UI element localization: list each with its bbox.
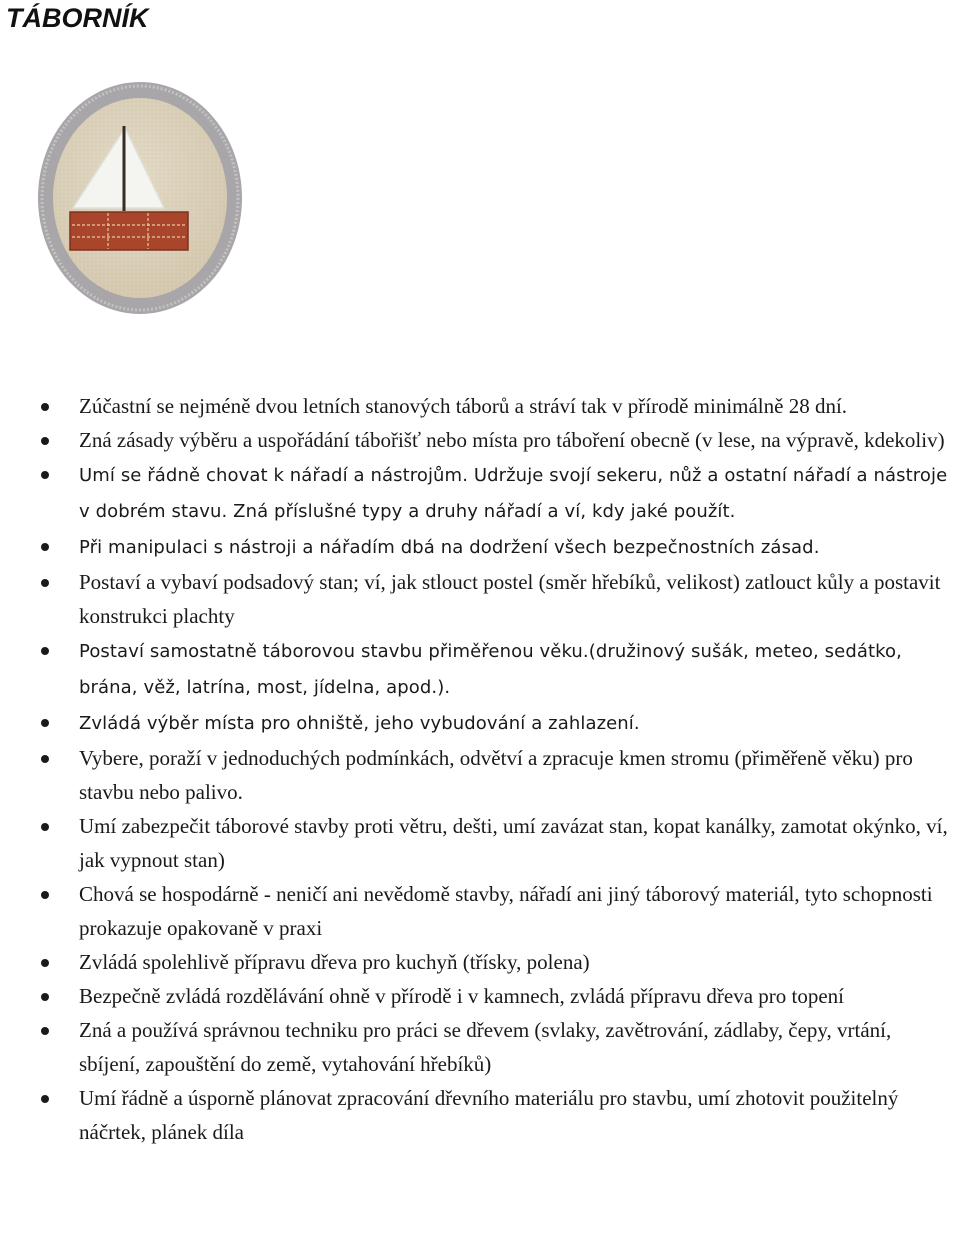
list-item	[0, 979, 960, 1013]
hull-shape	[70, 212, 188, 250]
bullet-icon	[41, 823, 49, 831]
list-item-text: Při manipulaci s nástroji a nářadím dbá na dodržení všech bezpečnostních zásad.	[79, 537, 820, 558]
list-item-text: Bezpečně zvládá rozdělávání ohně v přírodě i v kamnech, zvládá přípravu dřeva pro topení	[79, 984, 845, 1008]
list-item	[0, 565, 960, 633]
criteria-list	[0, 389, 960, 1149]
list-item-text: Vybere, poraží v jednoduchých podmínkách, odvětví a zpracuje kmen stromu (přiměřeně věku) pro stavbu nebo palivo.	[79, 746, 913, 804]
bullet-icon	[41, 1027, 49, 1035]
list-item	[0, 877, 960, 945]
list-item	[0, 529, 960, 565]
list-item-text: Zná a používá správnou techniku pro práci se dřevem (svlaky, zavětrování, zádlaby, čepy, vrtání, sbíjení, zapouštění do země, vytahování hřebíků)	[79, 1018, 892, 1076]
sailboat-badge-icon	[36, 80, 244, 316]
list-item-text: Umí se řádně chovat k nářadí a nástrojům. Udržuje svojí sekeru, nůž a ostatní nářadí a nástroje v dobrém stavu. Zná příslušné typy a druhy nářadí a ví, kdy jaké použít.	[79, 465, 948, 522]
list-item-text: Chová se hospodárně - neničí ani nevědomě stavby, nářadí ani jiný táborový materiál, tyto schopnosti prokazuje opakovaně v praxi	[79, 882, 933, 940]
list-item	[0, 423, 960, 457]
list-item	[0, 741, 960, 809]
bullet-icon	[41, 579, 49, 587]
bullet-icon	[41, 719, 49, 727]
list-item-text: Umí zabezpečit táborové stavby proti větru, dešti, umí zavázat stan, kopat kanálky, zamotat okýnko, ví, jak vypnout stan)	[79, 814, 948, 872]
list-item-text: Zvládá výběr místa pro ohniště, jeho vybudování a zahlazení.	[79, 713, 640, 734]
list-item	[0, 1013, 960, 1081]
list-item-text: Postaví a vybaví podsadový stan; ví, jak stlouct postel (směr hřebíků, velikost) zatlouct kůly a postavit konstrukci plachty	[79, 570, 941, 628]
bullet-icon	[41, 1095, 49, 1103]
bullet-icon	[41, 543, 49, 551]
bullet-icon	[41, 959, 49, 967]
list-item-text: Zúčastní se nejméně dvou letních stanových táborů a stráví tak v přírodě minimálně 28 dní.	[79, 394, 848, 418]
list-item-text: Zvládá spolehlivě přípravu dřeva pro kuchyň (třísky, polena)	[79, 950, 590, 974]
bullet-icon	[41, 891, 49, 899]
list-item-text: Umí řádně a úsporně plánovat zpracování dřevního materiálu pro stavbu, umí zhotovit použitelný náčrtek, plánek díla	[79, 1086, 899, 1144]
list-item	[0, 945, 960, 979]
list-item	[0, 809, 960, 877]
bullet-icon	[41, 403, 49, 411]
list-item-text: Zná zásady výběru a uspořádání tábořišť nebo místa pro táboření obecně (v lese, na výpravě, kdekoliv)	[79, 428, 945, 452]
bullet-icon	[41, 993, 49, 1001]
list-item	[0, 633, 960, 705]
bullet-icon	[41, 755, 49, 763]
list-item	[0, 1081, 960, 1149]
list-item	[0, 705, 960, 741]
list-item	[0, 389, 960, 423]
list-item-text: Postaví samostatně táborovou stavbu přiměřenou věku.(družinový sušák, meteo, sedátko, brána, věž, latrína, most, jídelna, apod.).	[79, 641, 902, 698]
list-item	[0, 457, 960, 529]
bullet-icon	[41, 471, 49, 479]
bullet-icon	[41, 647, 49, 655]
bullet-icon	[41, 437, 49, 445]
page-title: TÁBORNÍK	[6, 3, 149, 33]
